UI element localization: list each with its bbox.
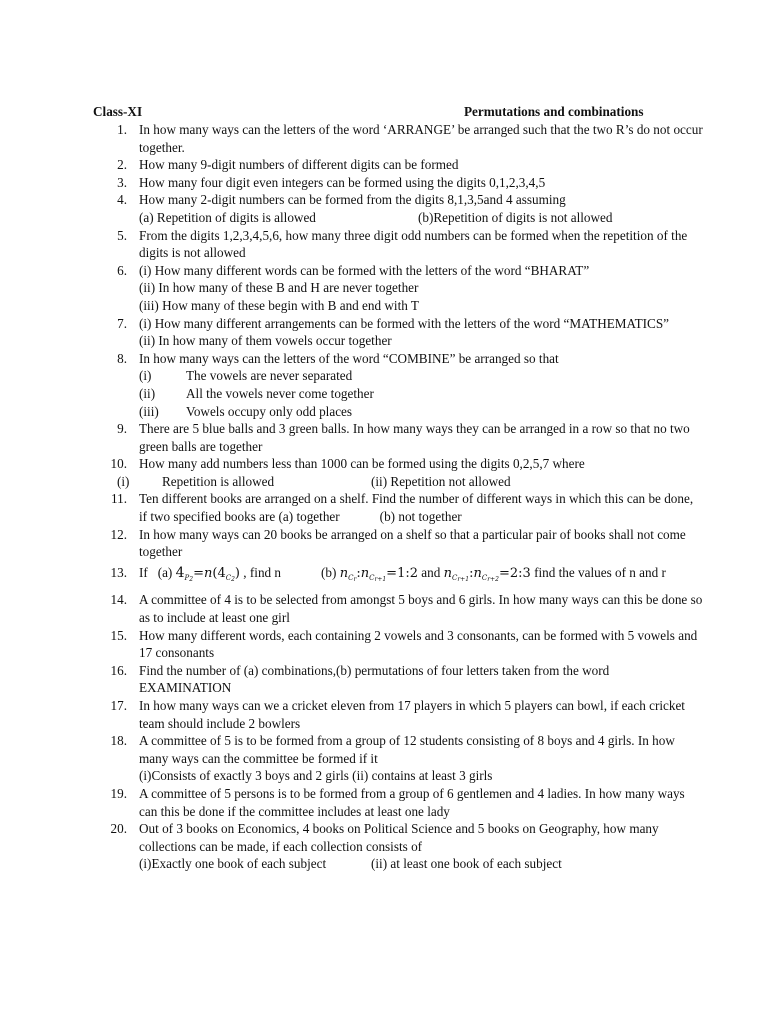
- question-number: 3.: [117, 174, 127, 190]
- question-15: [0, 627, 704, 662]
- class-label: Class-XI: [93, 104, 143, 119]
- option-b: (b)Repetition of digits is not allowed: [418, 209, 613, 225]
- part-ii: (ii) In how many of them vowels occur together: [139, 333, 392, 349]
- question-text: From the digits 1,2,3,4,5,6, how many three digit odd numbers can be formed when the repetition of the digits is not allowed: [139, 227, 688, 261]
- question-number: 5.: [117, 227, 127, 243]
- worksheet-title: Permutations and combinations: [464, 104, 644, 119]
- question-number: 6.: [117, 262, 127, 278]
- question-20: [0, 820, 704, 873]
- option-ii: (ii) Repetition not allowed: [371, 473, 511, 489]
- part-iii: (iii) How many of these begin with B and end with T: [139, 297, 419, 313]
- tail-text: find the values of n and r: [534, 564, 666, 580]
- equation-b2: $n_{Cr+1}:n_{Cr+2}=2:3$: [443, 565, 531, 583]
- question-number: 11.: [111, 491, 127, 507]
- question-options: [139, 209, 704, 227]
- question-number: 8.: [117, 350, 127, 366]
- part-label: (iii): [139, 403, 159, 419]
- question-11: [0, 490, 704, 525]
- question-19: [0, 785, 704, 820]
- question-2: [0, 156, 704, 174]
- question-text: Find the number of (a) combinations,(b) permutations of four letters taken from the word EXAMINATION: [139, 662, 610, 696]
- question-3: [0, 174, 704, 192]
- question-parts: [139, 855, 704, 873]
- question-text: A committee of 4 is to be selected from amongst 5 boys and 6 girls. In how many ways can this be done so as to include at least one girl: [139, 592, 703, 626]
- question-number: 10.: [110, 456, 127, 472]
- question-9: [0, 420, 704, 455]
- question-number: 4.: [117, 192, 127, 208]
- question-text: [139, 564, 666, 583]
- question-text: In how many ways can the letters of the word ‘ARRANGE’ be arranged such that the two R’s do not occur together.: [139, 122, 703, 155]
- question-text: Ten different books are arranged on a shelf. Find the number of different ways in which this can be done, if two specified books are (a) together: [139, 491, 694, 525]
- question-10-options: [0, 473, 768, 491]
- part-i: [139, 367, 704, 385]
- question-number: 19.: [110, 785, 127, 801]
- part-ii: (ii) In how many of these B and H are never together: [139, 280, 419, 296]
- question-17: [0, 697, 704, 732]
- part-a-label: (a): [157, 564, 173, 580]
- part-ii: [139, 385, 704, 403]
- question-text: How many four digit even integers can be formed using the digits 0,1,2,3,4,5: [139, 174, 546, 190]
- question-text: In how many ways can the letters of the word “COMBINE” be arranged so that: [139, 350, 559, 366]
- question-5: [0, 227, 704, 262]
- if-label: If: [139, 564, 148, 580]
- question-1: [0, 121, 704, 156]
- option-b: (b) not together: [379, 509, 462, 525]
- question-text: In how many ways can 20 books be arranged on a shelf so that a particular pair of books shall not come together: [139, 526, 686, 560]
- equation-b1: $n_{Cr}:n_{Cr+1}=1:2$: [339, 565, 418, 583]
- part-text: The vowels are never separated: [186, 368, 353, 384]
- question-text: How many different words, each containing 2 vowels and 3 consonants, can be formed with 5 vowels and 17 consonants: [139, 627, 698, 661]
- question-text: How many add numbers less than 1000 can be formed using the digits 0,2,5,7 where: [139, 456, 585, 472]
- question-number: 1.: [117, 122, 127, 137]
- question-number: 20.: [110, 821, 127, 837]
- part-iii: [139, 403, 704, 421]
- part-b-label: (b): [321, 564, 337, 580]
- question-parts: (i)Consists of exactly 3 boys and 2 girls (ii) contains at least 3 girls: [139, 768, 493, 784]
- equation-a: $4_{P2}=n(4_{C2})$: [175, 564, 240, 583]
- and-word: and: [421, 564, 441, 580]
- question-8: [0, 350, 704, 420]
- question-18: [0, 732, 704, 785]
- part-i: (i) How many different arrangements can be formed with the letters of the word “MATHEMATICS”: [139, 315, 670, 331]
- question-number: 15.: [110, 627, 127, 643]
- question-10: [0, 455, 704, 473]
- question-number: 17.: [110, 698, 127, 713]
- question-list: [0, 121, 768, 873]
- find-n: , find n: [243, 564, 282, 580]
- part-label: (ii): [139, 385, 156, 401]
- part-text: All the vowels never come together: [186, 385, 374, 401]
- part-i: (i) How many different words can be formed with the letters of the word “BHARAT”: [139, 262, 590, 278]
- question-4: [0, 191, 704, 226]
- question-14: [0, 591, 704, 626]
- question-number: 7.: [117, 315, 127, 331]
- part-i: (i)Exactly one book of each subject: [139, 856, 327, 872]
- question-6: [0, 262, 704, 315]
- question-number: 14.: [110, 592, 127, 608]
- question-number: 12.: [110, 526, 127, 542]
- question-text: A committee of 5 is to be formed from a group of 12 students consisting of 8 boys and 4 girls. In how many ways can the committee be formed if it: [139, 733, 675, 766]
- question-text: A committee of 5 persons is to be formed from a group of 6 gentlemen and 4 ladies. In how many ways can this be done if the committee includes at least one lady: [139, 785, 685, 819]
- question-number: 18.: [110, 733, 127, 749]
- question-number: 2.: [117, 157, 127, 173]
- part-label: (i): [139, 368, 152, 384]
- question-text: There are 5 blue balls and 3 green balls. In how many ways they can be arranged in a row so that no two green balls are together: [139, 421, 690, 454]
- question-12: [0, 526, 704, 561]
- question-number: 16.: [110, 662, 127, 678]
- question-text: How many 9-digit numbers of different digits can be formed: [139, 157, 459, 173]
- question-text: How many 2-digit numbers can be formed from the digits 8,1,3,5and 4 assuming: [139, 192, 566, 208]
- option-i: Repetition is allowed: [162, 473, 275, 489]
- question-7: [0, 315, 704, 350]
- question-number: 9.: [117, 421, 127, 437]
- part-ii: (ii) at least one book of each subject: [371, 856, 562, 872]
- question-number: 13.: [110, 564, 127, 580]
- question-16: [0, 662, 704, 697]
- question-13: [0, 564, 704, 589]
- question-text: In how many ways can we a cricket eleven from 17 players in which 5 players can bowl, if each cricket team should include 2 bowlers: [139, 698, 685, 731]
- part-text: Vowels occupy only odd places: [186, 403, 353, 419]
- option-a: (a) Repetition of digits is allowed: [139, 209, 316, 225]
- option-i-label: (i): [117, 473, 130, 489]
- question-text: Out of 3 books on Economics, 4 books on Political Science and 5 books on Geography, how many collections can be made, if each collection consists of: [139, 821, 659, 854]
